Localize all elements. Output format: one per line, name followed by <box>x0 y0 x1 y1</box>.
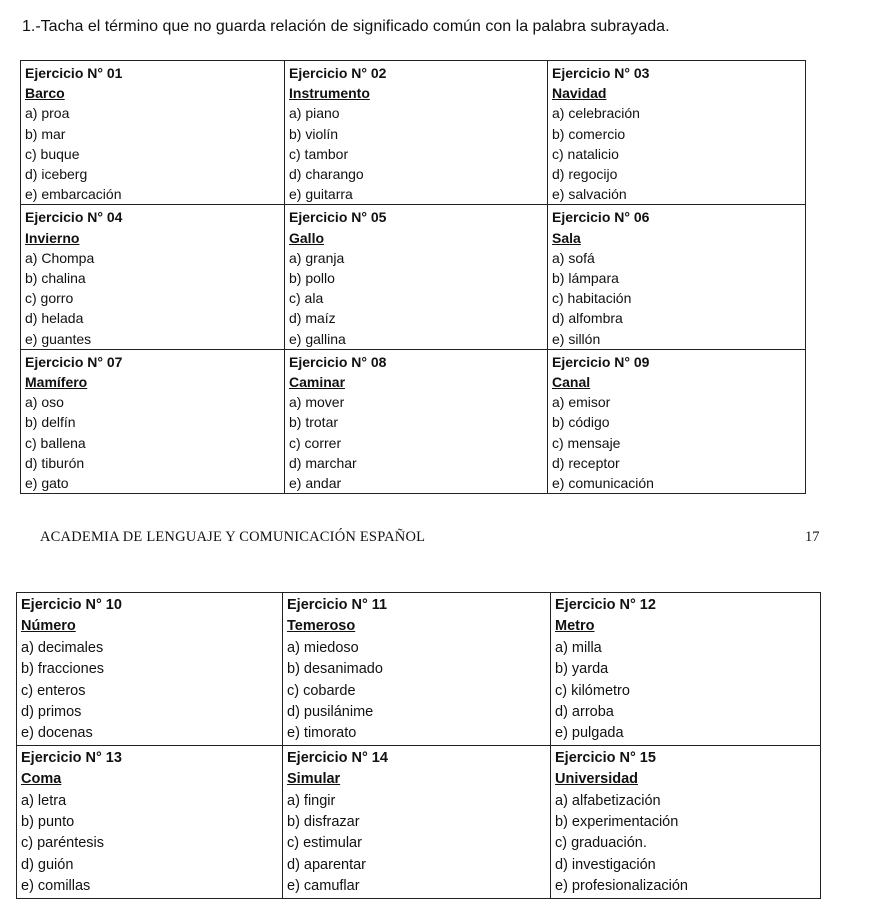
exercise-title: Ejercicio N° 14 <box>287 749 388 766</box>
underlined-keyword: Gallo <box>289 229 325 246</box>
answer-option[interactable]: d) aparentar <box>287 856 366 873</box>
exercise-cell <box>548 349 806 493</box>
answer-option[interactable]: e) salvación <box>552 186 627 203</box>
page-number: 17 <box>805 529 820 545</box>
answer-option[interactable]: c) buque <box>25 145 80 162</box>
answer-option[interactable]: a) decimales <box>21 639 104 656</box>
underlined-keyword: Universidad <box>555 771 638 788</box>
answer-option[interactable]: e) comillas <box>21 878 91 895</box>
answer-option[interactable]: b) punto <box>21 814 75 831</box>
answer-option[interactable]: e) gallina <box>289 330 346 347</box>
exercise-title: Ejercicio N° 02 <box>289 65 387 81</box>
exercise-cell <box>21 61 285 205</box>
answer-option[interactable]: a) miedoso <box>287 639 359 656</box>
exercise-table-page-1 <box>20 60 806 494</box>
answer-option[interactable]: a) milla <box>555 639 602 656</box>
answer-option[interactable]: d) maíz <box>289 310 336 327</box>
exercise-cell <box>21 205 285 349</box>
answer-option[interactable]: a) mover <box>289 394 345 411</box>
exercise-row <box>21 349 806 493</box>
answer-option[interactable]: a) fingir <box>287 792 336 809</box>
exercise-cell <box>551 745 821 898</box>
answer-option[interactable]: d) regocijo <box>552 166 618 183</box>
answer-option[interactable]: d) arroba <box>555 704 614 721</box>
answer-option[interactable]: b) yarda <box>555 661 609 678</box>
exercise-title: Ejercicio N° 15 <box>555 749 656 766</box>
exercise-cell <box>283 745 551 898</box>
answer-option[interactable]: d) pusilánime <box>287 704 374 721</box>
answer-option[interactable]: b) experimentación <box>555 814 679 831</box>
exercise-title: Ejercicio N° 03 <box>552 65 650 81</box>
exercise-table-body <box>17 593 821 899</box>
answer-option[interactable]: c) kilómetro <box>555 682 630 699</box>
answer-option[interactable]: e) comunicación <box>552 475 654 492</box>
answer-option[interactable]: a) piano <box>289 105 340 122</box>
exercise-cell <box>21 349 285 493</box>
answer-option[interactable]: c) cobarde <box>287 682 356 699</box>
answer-option[interactable]: c) ala <box>289 290 324 307</box>
underlined-keyword: Sala <box>552 229 581 246</box>
answer-option[interactable]: b) desanimado <box>287 661 383 678</box>
underlined-keyword: Navidad <box>552 85 607 102</box>
instruction-text: 1.-Tacha el término que no guarda relación de significado común con la palabra subrayada. <box>22 18 670 35</box>
underlined-keyword: Temeroso <box>287 618 356 635</box>
exercise-cell <box>285 205 548 349</box>
answer-option[interactable]: d) helada <box>25 310 84 327</box>
answer-option[interactable]: a) celebración <box>552 105 640 122</box>
answer-option[interactable]: e) guantes <box>25 330 92 347</box>
exercise-cell <box>17 593 283 746</box>
answer-option[interactable]: d) tiburón <box>25 454 85 471</box>
exercise-title: Ejercicio N° 01 <box>25 65 123 81</box>
answer-option[interactable]: b) delfín <box>25 414 76 431</box>
answer-option[interactable]: e) camuflar <box>287 878 360 895</box>
exercise-row <box>21 205 806 349</box>
answer-option[interactable]: d) guión <box>21 856 74 873</box>
underlined-keyword: Metro <box>555 618 595 635</box>
answer-option[interactable]: b) pollo <box>289 270 335 287</box>
footer-academy: ACADEMIA DE LENGUAJE Y COMUNICACIÓN ESPAÑOL <box>40 529 426 545</box>
exercise-title: Ejercicio N° 05 <box>289 209 387 226</box>
answer-option[interactable]: a) sofá <box>552 249 595 266</box>
underlined-keyword: Barco <box>25 85 65 102</box>
answer-option[interactable]: a) proa <box>25 105 70 122</box>
answer-option[interactable]: c) correr <box>289 434 342 451</box>
answer-option[interactable]: b) violín <box>289 125 339 142</box>
exercise-cell <box>548 61 806 205</box>
exercise-title: Ejercicio N° 08 <box>289 353 387 370</box>
exercise-title: Ejercicio N° 06 <box>552 209 650 226</box>
answer-option[interactable]: a) alfabetización <box>555 792 661 809</box>
answer-option[interactable]: a) Chompa <box>25 249 95 266</box>
exercise-title: Ejercicio N° 10 <box>21 597 122 613</box>
underlined-keyword: Instrumento <box>289 85 370 102</box>
answer-option[interactable]: e) pulgada <box>555 725 624 742</box>
answer-option[interactable]: b) lámpara <box>552 270 619 287</box>
underlined-keyword: Coma <box>21 771 62 788</box>
exercise-row <box>17 593 821 746</box>
exercise-cell <box>17 745 283 898</box>
answer-option[interactable]: b) código <box>552 414 610 431</box>
answer-option[interactable]: b) comercio <box>552 125 626 142</box>
exercise-cell <box>551 593 821 746</box>
answer-option[interactable]: d) alfombra <box>552 310 623 327</box>
answer-option[interactable]: c) estimular <box>287 835 362 852</box>
exercise-cell <box>283 593 551 746</box>
answer-option[interactable]: d) receptor <box>552 454 620 471</box>
answer-option[interactable]: d) primos <box>21 704 82 721</box>
answer-option[interactable]: e) gato <box>25 475 69 492</box>
answer-option[interactable]: b) trotar <box>289 414 339 431</box>
exercise-cell <box>285 61 548 205</box>
answer-option[interactable]: d) iceberg <box>25 166 88 183</box>
underlined-keyword: Simular <box>287 771 341 788</box>
answer-option[interactable]: b) disfrazar <box>287 814 360 831</box>
answer-option[interactable]: c) graduación. <box>555 835 647 852</box>
exercise-title: Ejercicio N° 13 <box>21 749 122 766</box>
answer-option[interactable]: a) oso <box>25 394 64 411</box>
answer-option[interactable]: c) gorro <box>25 290 74 307</box>
underlined-keyword: Mamífero <box>25 374 88 391</box>
exercise-table-body <box>21 61 806 494</box>
answer-option[interactable]: c) tambor <box>289 145 349 162</box>
underlined-keyword: Invierno <box>25 229 80 246</box>
answer-option[interactable]: a) emisor <box>552 394 611 411</box>
answer-option[interactable]: c) ballena <box>25 434 86 451</box>
answer-option[interactable]: e) profesionalización <box>555 878 688 895</box>
answer-option[interactable]: d) charango <box>289 166 364 183</box>
underlined-keyword: Número <box>21 618 76 635</box>
answer-option[interactable]: e) timorato <box>287 725 357 742</box>
exercise-cell <box>285 349 548 493</box>
answer-option[interactable]: c) natalicio <box>552 145 619 162</box>
answer-option[interactable]: e) sillón <box>552 330 601 347</box>
exercise-title: Ejercicio N° 12 <box>555 597 656 613</box>
exercise-row <box>17 745 821 898</box>
answer-option[interactable]: b) chalina <box>25 270 86 287</box>
exercise-cell <box>548 205 806 349</box>
exercise-title: Ejercicio N° 04 <box>25 209 123 226</box>
underlined-keyword: Caminar <box>289 374 346 391</box>
answer-option[interactable]: e) docenas <box>21 725 93 742</box>
answer-option[interactable]: b) fracciones <box>21 661 105 678</box>
answer-option[interactable]: e) embarcación <box>25 186 122 203</box>
answer-option[interactable]: d) investigación <box>555 856 656 873</box>
answer-option[interactable]: c) enteros <box>21 682 86 699</box>
answer-option[interactable]: c) paréntesis <box>21 835 105 852</box>
answer-option[interactable]: a) granja <box>289 249 345 266</box>
answer-option[interactable]: c) mensaje <box>552 434 621 451</box>
answer-option[interactable]: d) marchar <box>289 454 357 471</box>
answer-option[interactable]: b) mar <box>25 125 66 142</box>
answer-option[interactable]: e) andar <box>289 475 342 492</box>
exercise-table-page-2 <box>16 592 821 899</box>
answer-option[interactable]: c) habitación <box>552 290 632 307</box>
exercise-title: Ejercicio N° 09 <box>552 353 650 370</box>
exercise-row <box>21 61 806 205</box>
exercise-title: Ejercicio N° 11 <box>287 597 388 613</box>
underlined-keyword: Canal <box>552 374 591 391</box>
exercise-title: Ejercicio N° 07 <box>25 353 123 370</box>
answer-option[interactable]: a) letra <box>21 792 67 809</box>
answer-option[interactable]: e) guitarra <box>289 186 353 203</box>
